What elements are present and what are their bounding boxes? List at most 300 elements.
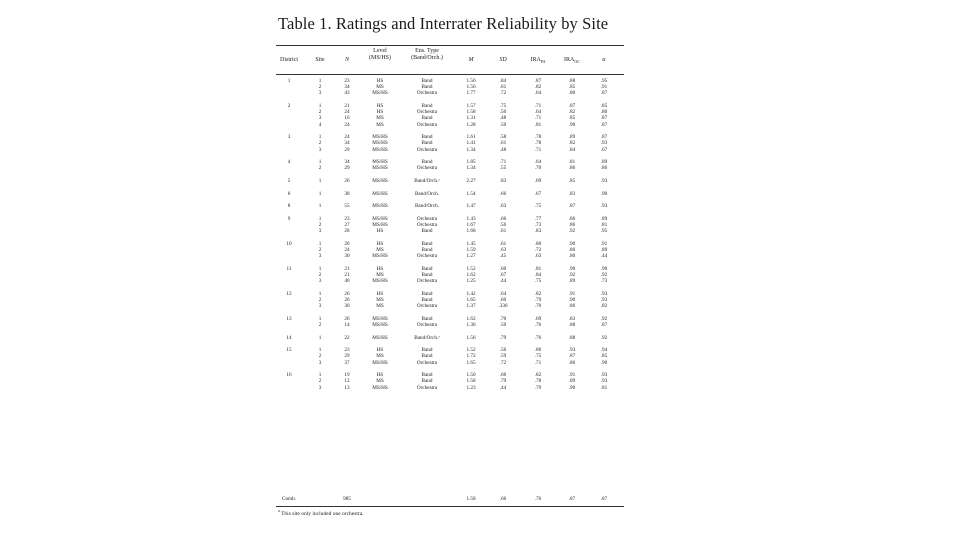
cell-site: 1 — [318, 347, 322, 354]
cell-alpha: .95 — [600, 78, 608, 84]
cell-ira-pa: .71 — [534, 115, 542, 122]
cell-ensemble: Band/Orch.ᵃ — [414, 334, 440, 341]
cell-ensemble: Orchestra — [416, 146, 438, 153]
cell-n: 24 — [344, 134, 350, 141]
cell-ensemble: Band/Orch. — [414, 203, 440, 210]
cell-sd: .45 — [499, 253, 507, 260]
cell-ira-oc: .84 — [568, 146, 576, 153]
cell-ira-pa: .79 — [534, 384, 542, 391]
cell-site: 1 — [318, 134, 322, 141]
cell-ensemble: Orchestra — [416, 121, 438, 128]
district-label: 6 — [287, 190, 291, 197]
header-site: Site — [315, 57, 325, 63]
cell-site: 1 — [318, 78, 322, 84]
cell-ira-pa: .71 — [534, 359, 542, 366]
combined-alpha: .87 — [600, 496, 608, 502]
cell-alpha: .94 — [600, 347, 608, 354]
district-label: 13 — [286, 315, 292, 322]
district-label: 8 — [287, 203, 291, 210]
cell-n: 26 — [344, 290, 350, 297]
cell-ira-oc: .87 — [568, 353, 576, 360]
cell-ira-oc: .88 — [568, 334, 576, 341]
cell-m: 1.67 — [466, 222, 476, 228]
cell-ira-pa: .86 — [534, 347, 542, 354]
cell-ira-pa: .75 — [534, 203, 542, 210]
cell-m: 1.41 — [466, 140, 476, 147]
header-m: M — [468, 57, 474, 63]
cell-m: 1.52 — [466, 265, 476, 272]
cell-level: MS/HS — [372, 165, 388, 172]
district-label: 11 — [286, 265, 292, 272]
district-label: 14 — [286, 334, 292, 341]
cell-site: 2 — [318, 378, 322, 385]
cell-n: 20 — [344, 240, 350, 247]
cell-m: 1.34 — [466, 146, 476, 153]
cell-m: 2.27 — [466, 178, 476, 184]
cell-alpha: .90 — [600, 190, 608, 197]
cell-alpha: .87 — [600, 90, 608, 97]
cell-sd: .60 — [499, 297, 507, 303]
cell-alpha: .89 — [600, 215, 608, 222]
cell-n: 13 — [344, 384, 350, 391]
cell-sd: .70 — [499, 315, 507, 322]
cell-alpha: .93 — [600, 290, 608, 297]
cell-ira-pa: .64 — [534, 90, 542, 97]
cell-sd: .61 — [499, 84, 507, 91]
cell-level: MS — [376, 272, 384, 278]
cell-ensemble: Orchestra — [416, 90, 438, 97]
cell-ensemble: Band — [421, 247, 433, 253]
cell-site: 2 — [318, 247, 322, 253]
cell-ensemble: Band — [421, 240, 433, 247]
cell-ira-pa: .67 — [534, 190, 542, 197]
cell-alpha: .85 — [600, 353, 608, 360]
cell-n: 34 — [344, 159, 350, 166]
cell-alpha: .89 — [600, 159, 608, 166]
cell-ira-pa: .80 — [534, 240, 542, 247]
cell-level: MS — [376, 115, 384, 122]
cell-alpha: .82 — [600, 303, 608, 310]
cell-n: 28 — [344, 228, 350, 235]
cell-ira-pa: .64 — [534, 109, 542, 116]
cell-ensemble: Orchestra — [416, 222, 438, 228]
cell-site: 2 — [318, 297, 322, 303]
cell-ira-pa: .71 — [534, 146, 542, 153]
cell-ira-oc: .87 — [568, 103, 576, 109]
cell-n: 26 — [344, 315, 350, 322]
cell-ira-oc: .92 — [568, 272, 576, 278]
cell-m: 1.65 — [466, 297, 476, 303]
cell-site: 3 — [318, 384, 322, 391]
cell-level: MS — [376, 378, 384, 385]
cell-ira-oc: .86 — [568, 222, 576, 228]
cell-ensemble: Band — [421, 134, 433, 141]
cell-sd: .50 — [499, 121, 507, 128]
cell-alpha: .93 — [600, 297, 608, 303]
cell-level: MS — [376, 297, 384, 303]
cell-ensemble: Band — [421, 78, 433, 84]
cell-alpha: .67 — [600, 146, 608, 153]
district-label: 2 — [287, 103, 291, 109]
cell-ira-oc: .81 — [568, 159, 576, 166]
cell-site: 1 — [318, 203, 322, 210]
cell-n: 21 — [344, 103, 350, 109]
cell-ira-oc: .86 — [568, 215, 576, 222]
cell-alpha: .87 — [600, 115, 608, 122]
cell-m: 1.23 — [466, 384, 476, 391]
cell-alpha: .91 — [600, 84, 608, 91]
cell-ira-oc: .86 — [568, 165, 576, 172]
cell-sd: .67 — [499, 272, 507, 278]
cell-m: 1.62 — [466, 315, 476, 322]
cell-site: 3 — [318, 303, 322, 310]
cell-ira-pa: .75 — [534, 278, 542, 285]
cell-level: MS/HS — [372, 253, 388, 260]
cell-ensemble: Orchestra — [416, 215, 438, 222]
cell-site: 2 — [318, 353, 322, 360]
cell-ensemble: Orchestra — [416, 165, 438, 172]
cell-ira-oc: .90 — [568, 384, 576, 391]
cell-m: 1.42 — [466, 290, 476, 297]
cell-sd: .75 — [499, 103, 507, 109]
cell-ensemble: Band — [421, 228, 433, 235]
cell-alpha: .89 — [600, 247, 608, 253]
cell-m: 1.61 — [466, 134, 476, 141]
cell-ira-pa: .70 — [534, 165, 542, 172]
cell-ira-oc: .88 — [568, 78, 576, 84]
combined-sd: .66 — [499, 496, 507, 502]
cell-level: HS — [376, 347, 384, 354]
cell-m: 1.54 — [466, 190, 476, 197]
cell-n: 23 — [344, 215, 350, 222]
cell-ira-oc: .86 — [568, 303, 576, 310]
cell-site: 1 — [318, 103, 322, 109]
cell-n: 24 — [344, 109, 350, 116]
cell-site: 1 — [318, 334, 322, 341]
cell-m: 1.56 — [466, 84, 476, 91]
cell-ira-oc: .92 — [568, 228, 576, 235]
cell-ira-oc: .87 — [568, 203, 576, 210]
cell-site: 1 — [318, 372, 322, 379]
cell-n: 40 — [344, 278, 350, 285]
cell-m: 1.25 — [466, 278, 476, 285]
cell-level: MS — [376, 247, 384, 253]
cell-sd: .48 — [499, 115, 507, 122]
cell-level: MS/HS — [372, 90, 388, 97]
cell-sd: .61 — [499, 228, 507, 235]
cell-sd: .64 — [499, 290, 507, 297]
cell-ensemble: Band — [421, 272, 433, 278]
cell-alpha: .44 — [600, 253, 608, 260]
cell-alpha: .87 — [600, 322, 608, 328]
cell-ira-oc: .89 — [568, 134, 576, 141]
cell-ira-oc: .89 — [568, 278, 576, 285]
cell-m: 1.47 — [466, 203, 476, 210]
cell-m: 1.68 — [466, 228, 476, 235]
cell-level: MS/HS — [372, 134, 388, 141]
header-district: District — [280, 57, 298, 63]
cell-n: 27 — [344, 222, 350, 228]
cell-alpha: .92 — [600, 272, 608, 278]
cell-level: MS/HS — [372, 315, 388, 322]
cell-n: 30 — [344, 303, 350, 310]
district-label: 5 — [287, 178, 291, 184]
cell-m: 1.56 — [466, 334, 476, 341]
cell-level: MS/HS — [372, 334, 388, 341]
cell-level: MS/HS — [372, 222, 388, 228]
cell-ira-oc: .86 — [568, 247, 576, 253]
cell-m: 1.57 — [466, 103, 476, 109]
cell-site: 1 — [318, 265, 322, 272]
header-level: Level (MS/HS) — [368, 48, 391, 61]
cell-m: 1.85 — [466, 159, 476, 166]
cell-sd: .79 — [499, 334, 507, 341]
cell-ensemble: Band — [421, 115, 433, 122]
cell-alpha: .80 — [600, 109, 608, 116]
cell-sd: .48 — [499, 146, 507, 153]
district-label: 16 — [286, 372, 292, 379]
cell-ensemble: Orchestra — [416, 303, 438, 310]
district-label: 1 — [287, 78, 291, 84]
cell-ira-oc: .83 — [568, 315, 576, 322]
cell-site: 2 — [318, 165, 322, 172]
cell-site: 3 — [318, 228, 322, 235]
combined-ira-pa: .76 — [534, 496, 542, 502]
combined-label: Comb. — [282, 496, 296, 502]
cell-ira-oc: .80 — [568, 253, 576, 260]
cell-ira-oc: .82 — [568, 140, 576, 147]
cell-ira-oc: .90 — [568, 265, 576, 272]
cell-n: 24 — [344, 121, 350, 128]
cell-m: 1.27 — [466, 253, 476, 260]
cell-ensemble: Band — [421, 84, 433, 91]
cell-ira-pa: .69 — [534, 178, 542, 184]
cell-n: 23 — [344, 347, 350, 354]
cell-ira-pa: .76 — [534, 334, 542, 341]
cell-n: 12 — [344, 378, 350, 385]
cell-level: MS/HS — [372, 140, 388, 147]
cell-m: 1.59 — [466, 247, 476, 253]
cell-n: 16 — [344, 115, 350, 122]
cell-site: 2 — [318, 272, 322, 278]
district-label: 9 — [287, 215, 291, 222]
cell-ensemble: Band — [421, 297, 433, 303]
district-label: 12 — [286, 290, 292, 297]
cell-site: 1 — [318, 240, 322, 247]
cell-level: MS — [376, 121, 384, 128]
cell-level: MS/HS — [372, 359, 388, 366]
cell-n: 22 — [344, 334, 350, 341]
cell-ira-pa: .78 — [534, 378, 542, 385]
cell-n: 19 — [344, 372, 350, 379]
cell-level: HS — [376, 78, 384, 84]
cell-site: 3 — [318, 359, 322, 366]
table-page — [270, 10, 630, 530]
cell-site: 3 — [318, 146, 322, 153]
cell-level: MS/HS — [372, 322, 388, 328]
header-ira-oc: $IRA_{OC}$ — [564, 57, 580, 65]
cell-ira-oc: .93 — [568, 347, 576, 354]
cell-m: 1.72 — [466, 353, 476, 360]
cell-site: 1 — [318, 290, 322, 297]
cell-sd: .61 — [499, 240, 507, 247]
cell-m: 1.37 — [466, 303, 476, 310]
header-ira-pa: $IRA_{PA}$ — [530, 57, 546, 65]
cell-ira-oc: .90 — [568, 240, 576, 247]
cell-site: 2 — [318, 222, 322, 228]
cell-alpha: .93 — [600, 372, 608, 379]
cell-level: HS — [376, 228, 384, 235]
cell-ira-oc: .86 — [568, 359, 576, 366]
district-label: 10 — [286, 240, 292, 247]
cell-site: 1 — [318, 315, 322, 322]
district-label: 4 — [287, 159, 291, 166]
cell-m: 1.65 — [466, 359, 476, 366]
cell-ira-pa: .71 — [534, 103, 542, 109]
cell-site: 2 — [318, 322, 322, 328]
cell-sd: .59 — [499, 353, 507, 360]
bottom-rule — [276, 506, 624, 507]
cell-alpha: .92 — [600, 315, 608, 322]
cell-ira-pa: .81 — [534, 121, 542, 128]
cell-ensemble: Band — [421, 290, 433, 297]
cell-ensemble: Band — [421, 378, 433, 385]
cell-level: MS/HS — [372, 178, 388, 184]
cell-alpha: .95 — [600, 228, 608, 235]
cell-ira-pa: .82 — [534, 372, 542, 379]
cell-ensemble: Orchestra — [416, 384, 438, 391]
cell-n: 37 — [344, 359, 350, 366]
cell-ensemble: Band/Orch.ᵃ — [414, 178, 440, 184]
cell-ira-pa: .82 — [534, 290, 542, 297]
district-label: 3 — [287, 134, 291, 141]
cell-m: 1.77 — [466, 90, 476, 97]
cell-ira-pa: .83 — [534, 228, 542, 235]
cell-alpha: .87 — [600, 121, 608, 128]
cell-ensemble: Orchestra — [416, 109, 438, 116]
cell-level: HS — [376, 372, 384, 379]
cell-site: 2 — [318, 109, 322, 116]
cell-level: HS — [376, 240, 384, 247]
cell-m: 1.52 — [466, 347, 476, 354]
cell-ensemble: Band — [421, 159, 433, 166]
cell-alpha: .93 — [600, 378, 608, 385]
cell-ira-oc: .82 — [568, 109, 576, 116]
table-footnote: $^a$ This site only included one orchestra. — [278, 508, 364, 517]
cell-sd: .72 — [499, 90, 507, 97]
cell-n: 14 — [344, 322, 350, 328]
cell-n: 21 — [344, 265, 350, 272]
cell-level: HS — [376, 265, 384, 272]
cell-ira-pa: .76 — [534, 322, 542, 328]
cell-site: 1 — [318, 215, 322, 222]
cell-m: 1.50 — [466, 372, 476, 379]
cell-level: MS/HS — [372, 190, 388, 197]
cell-ira-pa: .82 — [534, 84, 542, 91]
cell-ensemble: Orchestra — [416, 359, 438, 366]
cell-level: HS — [376, 103, 384, 109]
cell-ensemble: Band — [421, 347, 433, 354]
cell-ensemble: Band — [421, 103, 433, 109]
cell-ira-pa: .81 — [534, 265, 542, 272]
header-ensemble-type: Ens. Type (Band/Orch.) — [411, 48, 443, 61]
cell-n: 38 — [344, 190, 350, 197]
cell-n: 29 — [344, 146, 350, 153]
cell-ira-oc: .85 — [568, 178, 576, 184]
cell-ensemble: Orchestra — [416, 253, 438, 260]
cell-m: 1.62 — [466, 272, 476, 278]
cell-ensemble: Band/Orch. — [414, 190, 440, 197]
cell-level: HS — [376, 109, 384, 116]
cell-m: 1.43 — [466, 215, 476, 222]
cell-n: 26 — [344, 178, 350, 184]
cell-site: 3 — [318, 115, 322, 122]
cell-n: 34 — [344, 140, 350, 147]
header-sd: SD — [499, 57, 507, 63]
cell-ira-oc: .90 — [568, 297, 576, 303]
cell-n: 29 — [344, 353, 350, 360]
cell-ira-pa: .87 — [534, 78, 542, 84]
cell-site: 3 — [318, 90, 322, 97]
cell-ira-oc: .91 — [568, 372, 576, 379]
combined-m: 1.58 — [466, 496, 476, 502]
cell-alpha: .85 — [600, 103, 608, 109]
cell-sd: .84 — [499, 78, 507, 84]
cell-site: 1 — [318, 159, 322, 166]
cell-ira-pa: .73 — [534, 222, 542, 228]
table-title: Table 1. Ratings and Interrater Reliability by Site — [278, 14, 609, 33]
cell-ensemble: Orchestra — [416, 278, 438, 285]
cell-ira-oc: .85 — [568, 115, 576, 122]
cell-alpha: .90 — [600, 265, 608, 272]
cell-alpha: .93 — [600, 203, 608, 210]
cell-level: HS — [376, 290, 384, 297]
cell-alpha: .91 — [600, 240, 608, 247]
cell-alpha: .93 — [600, 178, 608, 184]
cell-ira-oc: .88 — [568, 322, 576, 328]
cell-site: 4 — [318, 121, 322, 128]
cell-sd: .66 — [499, 372, 507, 379]
cell-alpha: .81 — [600, 222, 608, 228]
cell-sd: .50 — [499, 322, 507, 328]
cell-level: MS/HS — [372, 159, 388, 166]
cell-alpha: .90 — [600, 359, 608, 366]
cell-sd: .63 — [499, 203, 507, 210]
cell-n: 26 — [344, 297, 350, 303]
cell-n: 43 — [344, 90, 350, 97]
cell-sd: .44 — [499, 278, 507, 285]
cell-ira-pa: .64 — [534, 159, 542, 166]
cell-sd: .58 — [499, 134, 507, 141]
cell-sd: .60 — [499, 265, 507, 272]
cell-ira-oc: .89 — [568, 378, 576, 385]
cell-sd: .66 — [499, 215, 507, 222]
cell-sd: .79 — [499, 378, 507, 385]
cell-ira-pa: .70 — [534, 303, 542, 310]
cell-ira-oc: .85 — [568, 84, 576, 91]
cell-site: 3 — [318, 278, 322, 285]
cell-ira-oc: .80 — [568, 90, 576, 97]
cell-ira-pa: .78 — [534, 134, 542, 141]
cell-level: MS/HS — [372, 146, 388, 153]
cell-m: 1.58 — [466, 378, 476, 385]
cell-ensemble: Band — [421, 265, 433, 272]
cell-m: 1.58 — [466, 109, 476, 116]
cell-ira-oc: .83 — [568, 190, 576, 197]
cell-m: 1.28 — [466, 121, 476, 128]
cell-sd: .44 — [499, 384, 507, 391]
cell-sd: .336 — [498, 303, 508, 310]
